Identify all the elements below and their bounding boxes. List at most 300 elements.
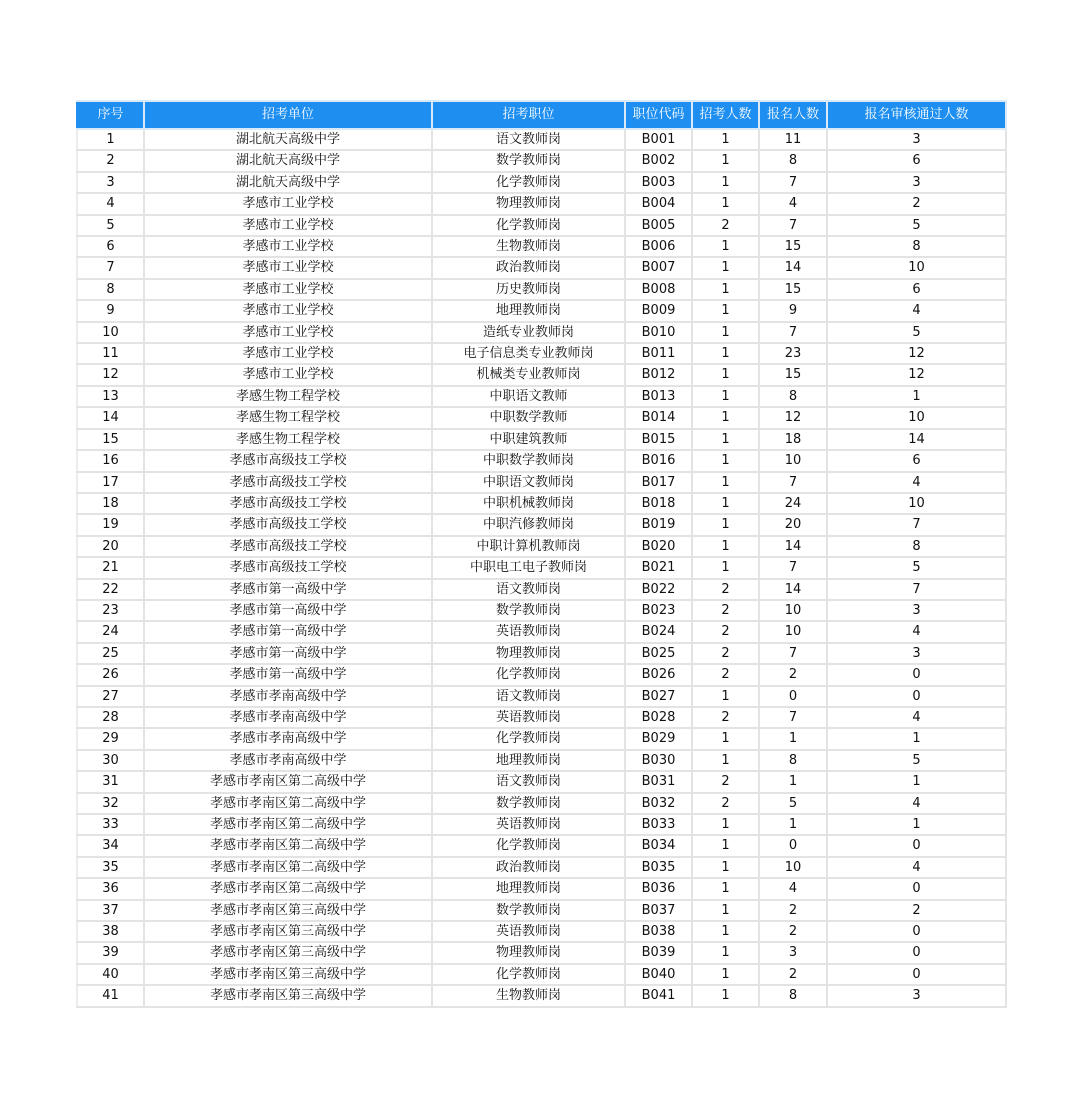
cell-position: 英语教师岗 xyxy=(432,621,625,642)
cell-code: B027 xyxy=(625,686,692,707)
cell-index: 22 xyxy=(77,579,144,600)
cell-position: 化学教师岗 xyxy=(432,664,625,685)
cell-quota: 2 xyxy=(692,793,759,814)
cell-unit: 孝感生物工程学校 xyxy=(144,429,432,450)
cell-approved: 4 xyxy=(827,621,1006,642)
cell-quota: 2 xyxy=(692,579,759,600)
cell-position: 中职语文教师岗 xyxy=(432,472,625,493)
cell-applicants: 10 xyxy=(759,621,827,642)
cell-code: B004 xyxy=(625,193,692,214)
cell-quota: 1 xyxy=(692,429,759,450)
cell-quota: 1 xyxy=(692,150,759,171)
cell-index: 32 xyxy=(77,793,144,814)
cell-code: B010 xyxy=(625,322,692,343)
cell-position: 政治教师岗 xyxy=(432,857,625,878)
cell-unit: 孝感市孝南区第二高级中学 xyxy=(144,835,432,856)
cell-quota: 2 xyxy=(692,643,759,664)
cell-index: 1 xyxy=(77,129,144,150)
cell-code: B013 xyxy=(625,386,692,407)
cell-code: B007 xyxy=(625,257,692,278)
cell-quota: 2 xyxy=(692,621,759,642)
cell-index: 16 xyxy=(77,450,144,471)
cell-position: 生物教师岗 xyxy=(432,985,625,1006)
cell-quota: 2 xyxy=(692,600,759,621)
table-row xyxy=(77,707,1006,728)
cell-approved: 0 xyxy=(827,835,1006,856)
cell-index: 25 xyxy=(77,643,144,664)
cell-unit: 孝感市孝南区第二高级中学 xyxy=(144,793,432,814)
cell-approved: 2 xyxy=(827,900,1006,921)
cell-approved: 4 xyxy=(827,857,1006,878)
cell-position: 电子信息类专业教师岗 xyxy=(432,343,625,364)
cell-index: 17 xyxy=(77,472,144,493)
cell-applicants: 15 xyxy=(759,279,827,300)
cell-applicants: 2 xyxy=(759,664,827,685)
cell-quota: 1 xyxy=(692,985,759,1006)
cell-index: 3 xyxy=(77,172,144,193)
cell-code: B041 xyxy=(625,985,692,1006)
cell-applicants: 14 xyxy=(759,257,827,278)
cell-approved: 1 xyxy=(827,728,1006,749)
table-row xyxy=(77,600,1006,621)
cell-approved: 14 xyxy=(827,429,1006,450)
cell-quota: 1 xyxy=(692,536,759,557)
cell-code: B024 xyxy=(625,621,692,642)
table-row xyxy=(77,686,1006,707)
cell-position: 物理教师岗 xyxy=(432,942,625,963)
cell-applicants: 5 xyxy=(759,793,827,814)
column-header-quota: 招考人数 xyxy=(692,101,759,129)
cell-quota: 1 xyxy=(692,407,759,428)
cell-unit: 孝感生物工程学校 xyxy=(144,407,432,428)
cell-approved: 4 xyxy=(827,300,1006,321)
cell-applicants: 18 xyxy=(759,429,827,450)
cell-unit: 孝感市孝南区第二高级中学 xyxy=(144,878,432,899)
cell-unit: 孝感市工业学校 xyxy=(144,215,432,236)
cell-applicants: 0 xyxy=(759,686,827,707)
cell-quota: 1 xyxy=(692,728,759,749)
cell-unit: 孝感市孝南区第三高级中学 xyxy=(144,942,432,963)
cell-approved: 1 xyxy=(827,771,1006,792)
cell-quota: 1 xyxy=(692,900,759,921)
table-row xyxy=(77,857,1006,878)
cell-position: 英语教师岗 xyxy=(432,707,625,728)
cell-applicants: 1 xyxy=(759,728,827,749)
cell-index: 38 xyxy=(77,921,144,942)
cell-applicants: 2 xyxy=(759,921,827,942)
table-row xyxy=(77,771,1006,792)
cell-unit: 孝感市第一高级中学 xyxy=(144,643,432,664)
cell-applicants: 7 xyxy=(759,322,827,343)
cell-position: 数学教师岗 xyxy=(432,900,625,921)
cell-applicants: 11 xyxy=(759,129,827,150)
cell-position: 机械类专业教师岗 xyxy=(432,364,625,385)
cell-code: B025 xyxy=(625,643,692,664)
cell-unit: 孝感市孝南区第三高级中学 xyxy=(144,900,432,921)
cell-unit: 孝感市第一高级中学 xyxy=(144,621,432,642)
cell-index: 19 xyxy=(77,514,144,535)
cell-applicants: 0 xyxy=(759,835,827,856)
cell-index: 18 xyxy=(77,493,144,514)
column-header-code: 职位代码 xyxy=(625,101,692,129)
cell-position: 中职数学教师 xyxy=(432,407,625,428)
column-header-approved: 报名审核通过人数 xyxy=(827,101,1006,129)
cell-index: 23 xyxy=(77,600,144,621)
cell-index: 7 xyxy=(77,257,144,278)
cell-applicants: 2 xyxy=(759,964,827,985)
table-row xyxy=(77,814,1006,835)
cell-position: 中职数学教师岗 xyxy=(432,450,625,471)
cell-approved: 0 xyxy=(827,878,1006,899)
cell-approved: 6 xyxy=(827,279,1006,300)
cell-code: B022 xyxy=(625,579,692,600)
cell-index: 6 xyxy=(77,236,144,257)
cell-applicants: 14 xyxy=(759,536,827,557)
table-row xyxy=(77,279,1006,300)
cell-index: 20 xyxy=(77,536,144,557)
cell-approved: 3 xyxy=(827,600,1006,621)
table-row xyxy=(77,900,1006,921)
cell-approved: 8 xyxy=(827,236,1006,257)
cell-unit: 孝感市高级技工学校 xyxy=(144,557,432,578)
cell-index: 27 xyxy=(77,686,144,707)
cell-unit: 孝感市孝南高级中学 xyxy=(144,707,432,728)
cell-code: B015 xyxy=(625,429,692,450)
column-header-unit: 招考单位 xyxy=(144,101,432,129)
cell-code: B016 xyxy=(625,450,692,471)
table-row xyxy=(77,236,1006,257)
cell-applicants: 1 xyxy=(759,771,827,792)
cell-code: B037 xyxy=(625,900,692,921)
cell-unit: 孝感市高级技工学校 xyxy=(144,450,432,471)
cell-quota: 1 xyxy=(692,557,759,578)
cell-unit: 孝感市孝南高级中学 xyxy=(144,686,432,707)
cell-quota: 1 xyxy=(692,236,759,257)
cell-applicants: 7 xyxy=(759,643,827,664)
cell-index: 9 xyxy=(77,300,144,321)
cell-code: B038 xyxy=(625,921,692,942)
cell-quota: 1 xyxy=(692,878,759,899)
cell-code: B014 xyxy=(625,407,692,428)
table-row xyxy=(77,300,1006,321)
cell-index: 12 xyxy=(77,364,144,385)
cell-position: 造纸专业教师岗 xyxy=(432,322,625,343)
cell-approved: 12 xyxy=(827,343,1006,364)
table-row xyxy=(77,129,1006,150)
cell-index: 35 xyxy=(77,857,144,878)
cell-index: 39 xyxy=(77,942,144,963)
cell-unit: 孝感市工业学校 xyxy=(144,236,432,257)
cell-code: B030 xyxy=(625,750,692,771)
cell-applicants: 10 xyxy=(759,857,827,878)
cell-unit: 孝感市工业学校 xyxy=(144,322,432,343)
cell-applicants: 9 xyxy=(759,300,827,321)
table-row xyxy=(77,643,1006,664)
cell-position: 语文教师岗 xyxy=(432,771,625,792)
cell-unit: 湖北航天高级中学 xyxy=(144,150,432,171)
cell-approved: 0 xyxy=(827,942,1006,963)
table-row xyxy=(77,215,1006,236)
cell-unit: 孝感市孝南区第二高级中学 xyxy=(144,771,432,792)
cell-code: B009 xyxy=(625,300,692,321)
cell-quota: 1 xyxy=(692,322,759,343)
table-row xyxy=(77,878,1006,899)
cell-position: 化学教师岗 xyxy=(432,172,625,193)
cell-position: 数学教师岗 xyxy=(432,793,625,814)
cell-unit: 孝感市孝南高级中学 xyxy=(144,728,432,749)
cell-approved: 0 xyxy=(827,921,1006,942)
cell-code: B006 xyxy=(625,236,692,257)
cell-position: 中职语文教师 xyxy=(432,386,625,407)
cell-quota: 1 xyxy=(692,942,759,963)
table-row xyxy=(77,493,1006,514)
column-header-applicants: 报名人数 xyxy=(759,101,827,129)
cell-index: 40 xyxy=(77,964,144,985)
cell-quota: 1 xyxy=(692,814,759,835)
cell-code: B020 xyxy=(625,536,692,557)
cell-position: 历史教师岗 xyxy=(432,279,625,300)
cell-position: 化学教师岗 xyxy=(432,215,625,236)
cell-position: 政治教师岗 xyxy=(432,257,625,278)
table-row xyxy=(77,921,1006,942)
cell-position: 地理教师岗 xyxy=(432,750,625,771)
cell-position: 数学教师岗 xyxy=(432,150,625,171)
table-row xyxy=(77,835,1006,856)
table-row xyxy=(77,514,1006,535)
cell-approved: 3 xyxy=(827,129,1006,150)
table-row xyxy=(77,728,1006,749)
table-row xyxy=(77,621,1006,642)
cell-applicants: 3 xyxy=(759,942,827,963)
cell-approved: 10 xyxy=(827,257,1006,278)
cell-quota: 1 xyxy=(692,364,759,385)
cell-quota: 1 xyxy=(692,964,759,985)
cell-code: B032 xyxy=(625,793,692,814)
cell-unit: 孝感生物工程学校 xyxy=(144,386,432,407)
cell-index: 21 xyxy=(77,557,144,578)
recruitment-table xyxy=(76,100,1007,1008)
cell-index: 34 xyxy=(77,835,144,856)
cell-applicants: 4 xyxy=(759,878,827,899)
cell-position: 中职机械教师岗 xyxy=(432,493,625,514)
cell-approved: 6 xyxy=(827,450,1006,471)
cell-applicants: 8 xyxy=(759,750,827,771)
cell-quota: 1 xyxy=(692,835,759,856)
table-row xyxy=(77,985,1006,1006)
cell-index: 8 xyxy=(77,279,144,300)
table-row xyxy=(77,942,1006,963)
cell-index: 24 xyxy=(77,621,144,642)
cell-unit: 孝感市第一高级中学 xyxy=(144,600,432,621)
table-row xyxy=(77,193,1006,214)
cell-quota: 2 xyxy=(692,664,759,685)
cell-unit: 孝感市高级技工学校 xyxy=(144,472,432,493)
cell-unit: 孝感市工业学校 xyxy=(144,364,432,385)
table-row xyxy=(77,407,1006,428)
table-row xyxy=(77,793,1006,814)
cell-approved: 7 xyxy=(827,514,1006,535)
cell-position: 中职汽修教师岗 xyxy=(432,514,625,535)
cell-position: 化学教师岗 xyxy=(432,964,625,985)
table-row xyxy=(77,536,1006,557)
cell-applicants: 23 xyxy=(759,343,827,364)
cell-approved: 0 xyxy=(827,686,1006,707)
table-row xyxy=(77,429,1006,450)
cell-approved: 4 xyxy=(827,707,1006,728)
cell-unit: 孝感市工业学校 xyxy=(144,343,432,364)
table-row xyxy=(77,386,1006,407)
cell-unit: 孝感市第一高级中学 xyxy=(144,664,432,685)
cell-quota: 1 xyxy=(692,450,759,471)
cell-position: 生物教师岗 xyxy=(432,236,625,257)
cell-unit: 孝感市工业学校 xyxy=(144,257,432,278)
cell-index: 33 xyxy=(77,814,144,835)
cell-unit: 孝感市工业学校 xyxy=(144,193,432,214)
table-row xyxy=(77,150,1006,171)
cell-applicants: 8 xyxy=(759,985,827,1006)
cell-position: 数学教师岗 xyxy=(432,600,625,621)
cell-approved: 5 xyxy=(827,750,1006,771)
cell-code: B012 xyxy=(625,364,692,385)
cell-quota: 1 xyxy=(692,750,759,771)
cell-quota: 2 xyxy=(692,771,759,792)
cell-quota: 1 xyxy=(692,686,759,707)
cell-approved: 5 xyxy=(827,557,1006,578)
cell-applicants: 10 xyxy=(759,450,827,471)
cell-approved: 8 xyxy=(827,536,1006,557)
cell-applicants: 7 xyxy=(759,215,827,236)
cell-index: 36 xyxy=(77,878,144,899)
cell-code: B003 xyxy=(625,172,692,193)
cell-unit: 孝感市高级技工学校 xyxy=(144,514,432,535)
cell-approved: 3 xyxy=(827,985,1006,1006)
cell-approved: 3 xyxy=(827,172,1006,193)
column-header-index: 序号 xyxy=(77,101,144,129)
cell-unit: 孝感市孝南高级中学 xyxy=(144,750,432,771)
cell-position: 中职电工电子教师岗 xyxy=(432,557,625,578)
table-row xyxy=(77,579,1006,600)
cell-unit: 孝感市孝南区第三高级中学 xyxy=(144,964,432,985)
cell-quota: 1 xyxy=(692,257,759,278)
cell-code: B005 xyxy=(625,215,692,236)
cell-code: B034 xyxy=(625,835,692,856)
cell-approved: 6 xyxy=(827,150,1006,171)
cell-code: B011 xyxy=(625,343,692,364)
cell-code: B021 xyxy=(625,557,692,578)
table-row xyxy=(77,364,1006,385)
cell-approved: 5 xyxy=(827,215,1006,236)
cell-position: 地理教师岗 xyxy=(432,878,625,899)
table-row xyxy=(77,472,1006,493)
cell-approved: 2 xyxy=(827,193,1006,214)
cell-quota: 1 xyxy=(692,129,759,150)
cell-applicants: 8 xyxy=(759,150,827,171)
table-row xyxy=(77,750,1006,771)
cell-applicants: 12 xyxy=(759,407,827,428)
cell-applicants: 7 xyxy=(759,557,827,578)
cell-approved: 10 xyxy=(827,407,1006,428)
cell-code: B002 xyxy=(625,150,692,171)
cell-approved: 4 xyxy=(827,472,1006,493)
cell-unit: 孝感市工业学校 xyxy=(144,279,432,300)
cell-code: B036 xyxy=(625,878,692,899)
table-row xyxy=(77,964,1006,985)
cell-quota: 2 xyxy=(692,215,759,236)
cell-index: 10 xyxy=(77,322,144,343)
cell-unit: 孝感市孝南区第三高级中学 xyxy=(144,921,432,942)
cell-approved: 0 xyxy=(827,964,1006,985)
cell-applicants: 14 xyxy=(759,579,827,600)
cell-applicants: 20 xyxy=(759,514,827,535)
cell-index: 41 xyxy=(77,985,144,1006)
cell-position: 中职建筑教师 xyxy=(432,429,625,450)
cell-position: 物理教师岗 xyxy=(432,193,625,214)
cell-code: B031 xyxy=(625,771,692,792)
cell-unit: 湖北航天高级中学 xyxy=(144,129,432,150)
cell-approved: 4 xyxy=(827,793,1006,814)
cell-quota: 1 xyxy=(692,386,759,407)
table-row xyxy=(77,664,1006,685)
cell-applicants: 7 xyxy=(759,472,827,493)
table-row xyxy=(77,450,1006,471)
cell-approved: 12 xyxy=(827,364,1006,385)
cell-approved: 10 xyxy=(827,493,1006,514)
cell-index: 28 xyxy=(77,707,144,728)
cell-position: 地理教师岗 xyxy=(432,300,625,321)
cell-approved: 7 xyxy=(827,579,1006,600)
cell-position: 语文教师岗 xyxy=(432,129,625,150)
cell-unit: 孝感市孝南区第三高级中学 xyxy=(144,985,432,1006)
table-row xyxy=(77,322,1006,343)
cell-approved: 3 xyxy=(827,643,1006,664)
cell-unit: 孝感市第一高级中学 xyxy=(144,579,432,600)
cell-unit: 孝感市孝南区第二高级中学 xyxy=(144,814,432,835)
cell-index: 15 xyxy=(77,429,144,450)
cell-index: 37 xyxy=(77,900,144,921)
column-header-position: 招考职位 xyxy=(432,101,625,129)
cell-applicants: 1 xyxy=(759,814,827,835)
cell-code: B001 xyxy=(625,129,692,150)
cell-quota: 1 xyxy=(692,921,759,942)
header-row xyxy=(77,101,1006,129)
cell-code: B019 xyxy=(625,514,692,535)
cell-code: B018 xyxy=(625,493,692,514)
cell-code: B039 xyxy=(625,942,692,963)
cell-index: 30 xyxy=(77,750,144,771)
cell-position: 物理教师岗 xyxy=(432,643,625,664)
cell-code: B035 xyxy=(625,857,692,878)
cell-index: 5 xyxy=(77,215,144,236)
cell-quota: 1 xyxy=(692,514,759,535)
table-row xyxy=(77,172,1006,193)
cell-index: 26 xyxy=(77,664,144,685)
cell-applicants: 15 xyxy=(759,364,827,385)
cell-index: 4 xyxy=(77,193,144,214)
table-row xyxy=(77,557,1006,578)
cell-code: B008 xyxy=(625,279,692,300)
cell-quota: 1 xyxy=(692,857,759,878)
cell-index: 29 xyxy=(77,728,144,749)
cell-position: 化学教师岗 xyxy=(432,728,625,749)
cell-quota: 1 xyxy=(692,343,759,364)
cell-approved: 1 xyxy=(827,386,1006,407)
cell-index: 31 xyxy=(77,771,144,792)
cell-quota: 1 xyxy=(692,172,759,193)
cell-quota: 1 xyxy=(692,300,759,321)
cell-unit: 孝感市工业学校 xyxy=(144,300,432,321)
cell-unit: 孝感市高级技工学校 xyxy=(144,493,432,514)
cell-index: 11 xyxy=(77,343,144,364)
